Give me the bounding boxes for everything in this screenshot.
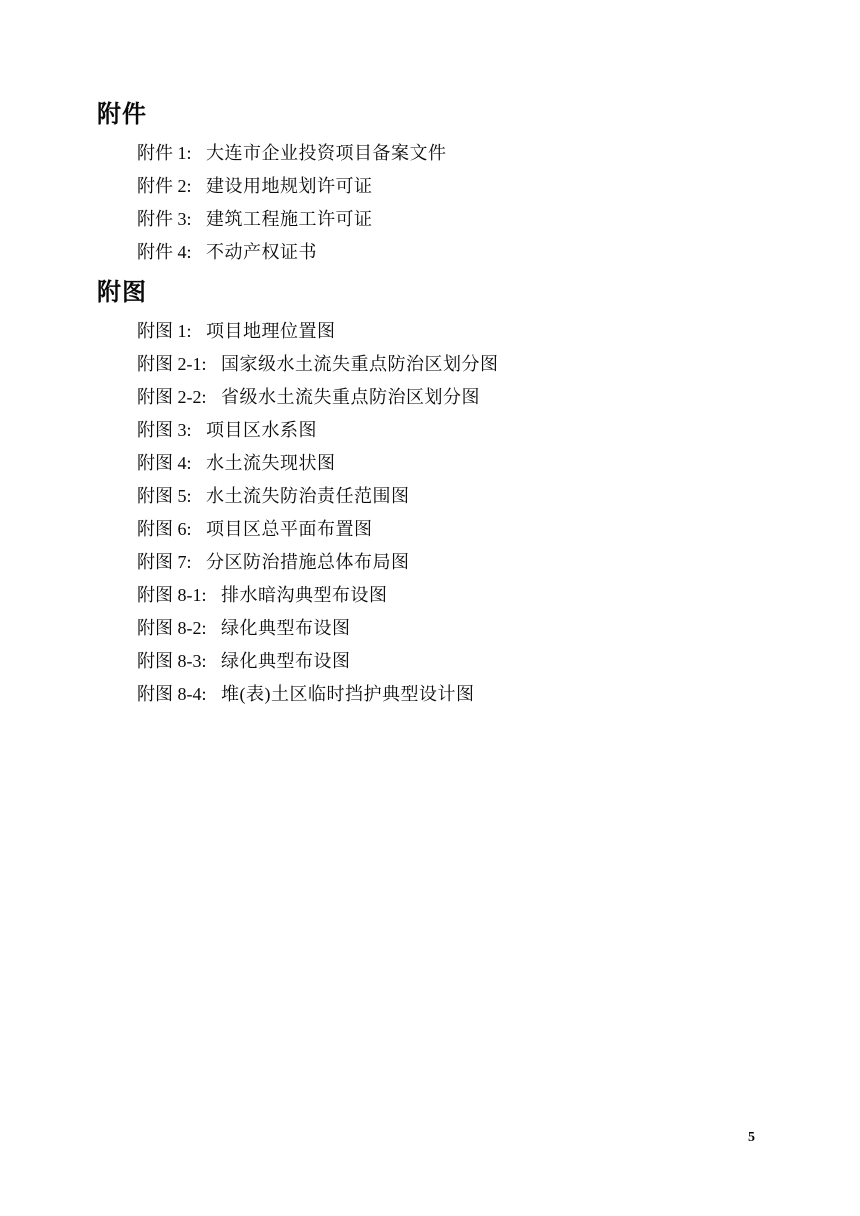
item-label: 附图 2-1:	[137, 354, 207, 374]
item-title: 堆(表)土区临时挡护典型设计图	[221, 684, 475, 704]
item-label: 附件 3:	[137, 209, 192, 229]
page-number: 5	[748, 1130, 755, 1145]
item-title: 项目地理位置图	[206, 321, 336, 341]
figures-list	[0, 315, 860, 711]
item-title: 项目区水系图	[206, 420, 318, 440]
list-item	[137, 678, 860, 711]
item-label: 附图 2-2:	[137, 387, 207, 407]
list-item	[137, 612, 860, 645]
item-title: 不动产权证书	[206, 242, 318, 262]
attachments-list	[0, 137, 860, 269]
list-item	[137, 236, 860, 269]
item-label: 附件 4:	[137, 242, 192, 262]
item-label: 附图 8-1:	[137, 585, 207, 605]
item-label: 附件 2:	[137, 176, 192, 196]
section-heading-figures: 附图	[97, 280, 147, 306]
item-label: 附图 1:	[137, 321, 192, 341]
item-title: 水土流失防治责任范围图	[206, 486, 410, 506]
item-title: 绿化典型布设图	[221, 651, 351, 671]
item-title: 省级水土流失重点防治区划分图	[221, 387, 480, 407]
item-label: 附图 7:	[137, 552, 192, 572]
item-title: 建设用地规划许可证	[206, 176, 373, 196]
list-item	[137, 447, 860, 480]
item-title: 建筑工程施工许可证	[206, 209, 373, 229]
list-item	[137, 579, 860, 612]
list-item	[137, 546, 860, 579]
list-item	[137, 203, 860, 236]
list-item	[137, 348, 860, 381]
item-label: 附图 6:	[137, 519, 192, 539]
list-item	[137, 645, 860, 678]
item-label: 附图 5:	[137, 486, 192, 506]
item-title: 项目区总平面布置图	[206, 519, 373, 539]
list-item	[137, 480, 860, 513]
list-item	[137, 513, 860, 546]
list-item	[137, 381, 860, 414]
item-title: 绿化典型布设图	[221, 618, 351, 638]
item-label: 附件 1:	[137, 143, 192, 163]
list-item	[137, 414, 860, 447]
list-item	[137, 315, 860, 348]
item-label: 附图 8-3:	[137, 651, 207, 671]
item-label: 附图 3:	[137, 420, 192, 440]
item-label: 附图 8-4:	[137, 684, 207, 704]
list-item	[137, 137, 860, 170]
item-title: 水土流失现状图	[206, 453, 336, 473]
item-title: 分区防治措施总体布局图	[206, 552, 410, 572]
item-label: 附图 8-2:	[137, 618, 207, 638]
list-item	[137, 170, 860, 203]
item-label: 附图 4:	[137, 453, 192, 473]
item-title: 大连市企业投资项目备案文件	[206, 143, 447, 163]
section-heading-attachments: 附件	[97, 102, 147, 128]
item-title: 排水暗沟典型布设图	[221, 585, 388, 605]
item-title: 国家级水土流失重点防治区划分图	[221, 354, 499, 374]
